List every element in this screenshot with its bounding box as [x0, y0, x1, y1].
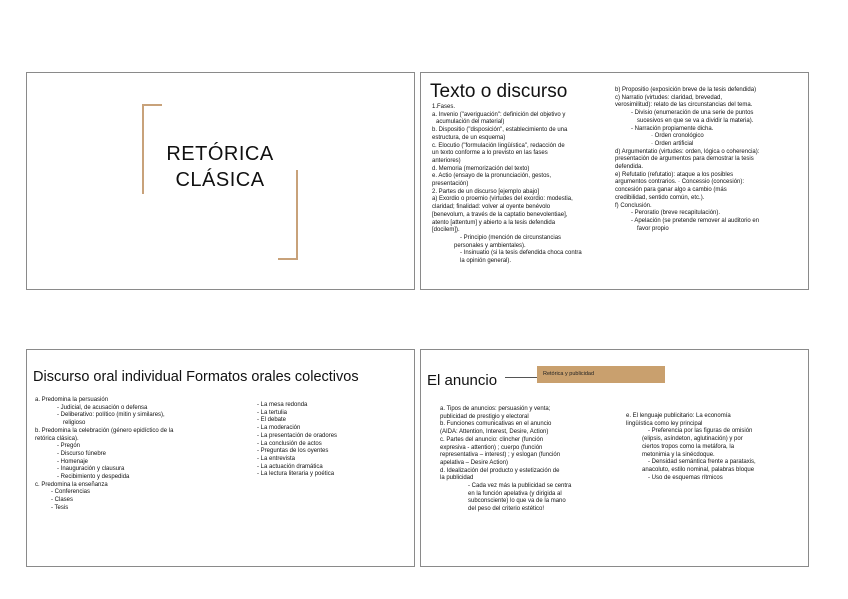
text-line: [benevolum, a través de la captatio benevolentiae],: [432, 211, 568, 218]
text-line: representativa – interest) ; y eslogan (función: [440, 452, 561, 459]
topic-badge: Retórica y publicidad: [537, 366, 665, 383]
text-line: argumentos contrarios. · Concessio (concesión):: [615, 179, 745, 186]
text-line: - La presentación de oradores: [257, 432, 338, 439]
slide-retorica-clasica[interactable]: [26, 72, 415, 290]
text-line: 2. Partes de un discurso [ejemplo abajo]: [432, 188, 540, 195]
text-line: claridad; finalidad: volver al oyente benévolo: [432, 204, 551, 211]
text-line: - La tertulia: [257, 409, 288, 416]
text-line: - La lectura literaria y poética: [257, 471, 335, 478]
text-line: c) Narratio (virtudes: claridad, brevedad,: [615, 94, 723, 101]
text-line: metonimia y la sinécdoque.: [642, 451, 715, 458]
text-line: defendida.: [615, 164, 644, 171]
slide-title: Texto o discurso: [430, 81, 568, 102]
text-line: ciertos tropos como la metáfora, la: [642, 443, 735, 450]
text-line: - La entrevista: [257, 455, 296, 462]
slide-el-anuncio[interactable]: [420, 349, 809, 567]
text-line: c. Elocutio ("formulación lingüística", redacción de: [432, 142, 565, 149]
text-line: expresiva - attention) ; cuerpo (función: [440, 444, 543, 451]
text-line: - Narración propiamente dicha.: [631, 125, 714, 132]
text-line: - Deliberativo: político (mitin y similares),: [57, 412, 165, 419]
text-line: presentación): [432, 181, 469, 188]
left-column-text: [432, 104, 617, 266]
slide-texto-o-discurso[interactable]: [420, 72, 809, 290]
connector-line: [505, 377, 539, 378]
text-line: - Preferencia por las figuras de omisión: [648, 428, 753, 435]
right-column-text: [626, 413, 806, 482]
text-line: · Orden artificial: [651, 140, 694, 147]
text-line: (AIDA: Attention, Interest, Desire, Action): [440, 429, 549, 436]
slide-title: RETÓRICA CLÁSICA: [166, 143, 274, 191]
text-line: (elipsis, asíndeton, aglutinación) y por: [642, 436, 743, 443]
text-line: b. Funciones comunicativas en el anuncio: [440, 421, 552, 428]
text-line: a. Predomina la persuasión: [35, 397, 109, 403]
text-line: - Recibimiento y despedida: [57, 474, 130, 481]
text-line: retórica clásica).: [35, 435, 79, 442]
text-line: estructura, de un esquema): [432, 134, 506, 141]
text-line: b) Propositio (exposición breve de la tesis defendida): [615, 87, 757, 93]
text-line: presentación de argumentos para demostrar la tesis: [615, 156, 754, 163]
text-line: religioso: [63, 420, 86, 427]
text-line: del peso del criterio estético!: [468, 506, 545, 513]
text-line: - La conclusión de actos: [257, 440, 322, 447]
text-line: - El debate: [257, 417, 287, 424]
text-line: b. Predomina la celebración (género epidíctico de la: [35, 427, 174, 434]
text-line: credibilidad, sentido común, etc.).: [615, 194, 705, 201]
text-line: - Conferencias: [51, 489, 91, 496]
text-line: publicidad de prestigio y electoral: [440, 413, 529, 420]
text-line: - Insinuatio (si la tesis defendida choca contra: [460, 250, 582, 257]
text-line: - Clases: [51, 497, 74, 504]
text-line: concesión para ganar algo a cambio (más: [615, 187, 727, 194]
text-line: - La mesa redonda: [257, 402, 308, 408]
text-line: - Inauguración y clausura: [57, 466, 125, 473]
text-line: d) Argumentatio (virtudes: orden, lógica o coherencia):: [615, 148, 760, 155]
text-line: - La moderación: [257, 425, 301, 432]
text-line: - Pregón: [57, 443, 81, 450]
text-line: - Judicial, de acusación o defensa: [57, 404, 148, 411]
slide-title: El anuncio: [427, 372, 498, 389]
text-line: - Cada vez más la publicidad se centra: [468, 483, 572, 490]
text-line: atento [attentum] y abierto a la tesis defendida: [432, 219, 556, 226]
text-line: sucesivos en que se va a dividir la materia).: [637, 117, 754, 124]
text-line: la opinión general).: [460, 258, 512, 265]
text-line: c. Partes del anuncio: clincher (función: [440, 436, 544, 443]
slide-discurso-oral[interactable]: [26, 349, 415, 567]
text-line: e. Actio (ensayo de la pronunciación, gestos,: [432, 173, 552, 180]
text-line: d. Memoria (memorización del texto): [432, 165, 530, 172]
text-line: c. Predomina la enseñanza: [35, 481, 108, 488]
text-line: acumulación del material): [436, 119, 505, 126]
text-line: anteriores): [432, 157, 461, 164]
text-line: e. El lenguaje publicitario: La economía: [626, 413, 731, 419]
text-line: - La actuación dramática: [257, 463, 323, 470]
text-line: a. Invenio ("averiguación": definición del objetivo y: [432, 111, 566, 118]
text-line: la publicidad: [440, 475, 474, 482]
text-line: - Tesis: [51, 504, 69, 511]
text-line: a) Exordio o proemio (virtudes del exordio: modestia,: [432, 196, 573, 203]
text-line: subconsciente) lo que va de la mano: [468, 498, 566, 505]
slide-title: Discurso oral individual Formatos orales colectivos: [33, 369, 359, 385]
text-line: - Principio (mención de circunstancias: [460, 234, 562, 241]
text-line: en la función apelativa (y dirigida al: [468, 490, 562, 497]
text-line: - Preguntas de los oyentes: [257, 448, 329, 455]
right-column-text: [615, 87, 805, 233]
text-line: a. Tipos de anuncios: persuasión y venta;: [440, 406, 551, 412]
text-line: [docilem]).: [432, 227, 460, 234]
text-line: - Densidad semántica frente a parataxis,: [648, 459, 756, 466]
text-line: 1.Fases.: [432, 104, 456, 110]
text-line: · Orden cronológico: [651, 133, 704, 140]
text-line: f) Conclusión.: [615, 202, 652, 209]
text-line: b. Dispositio ("disposición", establecimiento de una: [432, 127, 568, 134]
text-line: un texto conforme a lo previsto en las fases: [432, 150, 548, 157]
text-line: favor propio: [637, 225, 669, 232]
text-line: e) Refutatio (refutatio): ataque a los posibles: [615, 171, 734, 178]
left-column-text: [35, 397, 255, 513]
text-line: - Divisio (enumeración de una serie de puntos: [631, 110, 754, 117]
text-line: - Discurso fúnebre: [57, 450, 107, 457]
text-line: verosimilitud): relato de las circunstancias del tema.: [615, 102, 753, 109]
text-line: - Homenaje: [57, 458, 89, 465]
text-line: lingüística como ley principal: [626, 420, 703, 427]
left-column-text: [440, 406, 630, 514]
right-column-text: [257, 402, 407, 479]
text-line: - Apelación (se pretende remover al auditorio en: [631, 217, 760, 224]
text-line: apelativa – Desire Action): [440, 459, 509, 466]
text-line: - Uso de esquemas rítmicos: [648, 474, 723, 481]
text-line: personales y ambientales).: [454, 242, 526, 249]
text-line: - Peroratio (breve recapitulación).: [631, 210, 721, 217]
text-line: d. Idealización del producto y estetización de: [440, 467, 560, 474]
text-line: anacoluto, estilo nominal, palabras bloque: [642, 466, 755, 473]
